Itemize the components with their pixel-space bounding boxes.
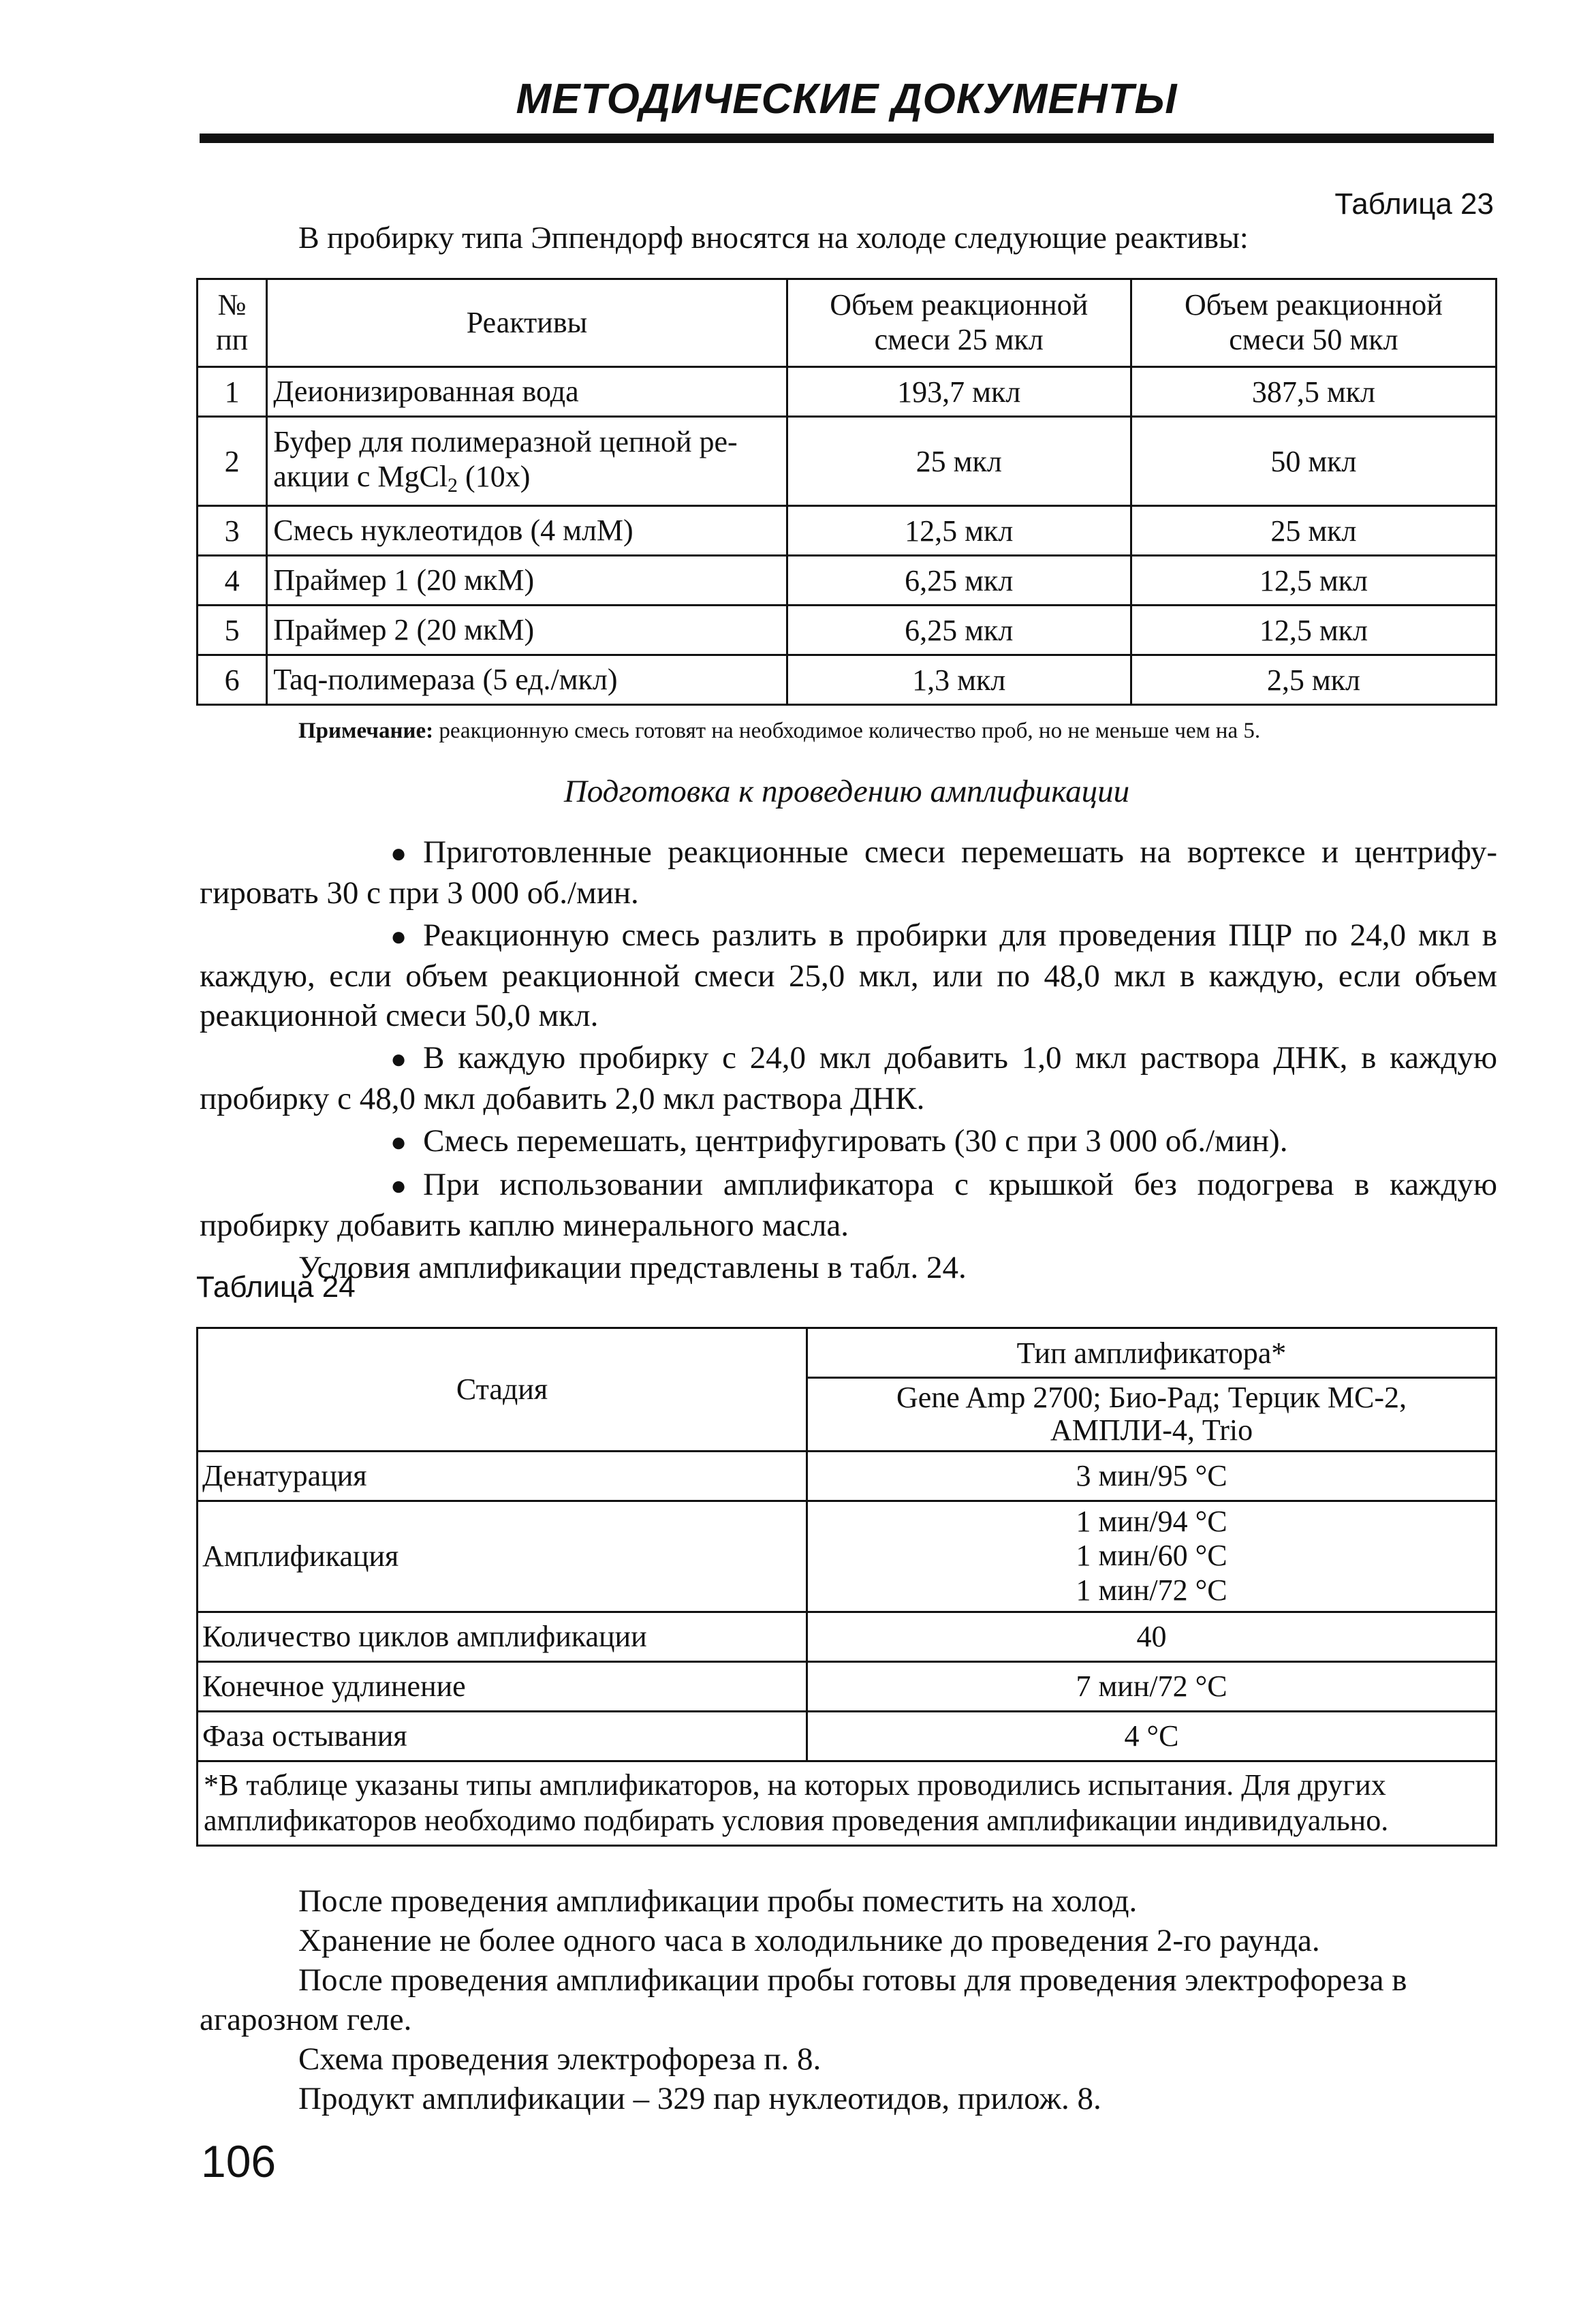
table-row: [198, 417, 1497, 506]
table-row: [198, 556, 1497, 606]
table-23-label: Таблица 23: [1334, 187, 1494, 221]
footnote-line2: амплификаторов необходимо подбирать условия проведения амплификации индивидуально.: [204, 1804, 1389, 1838]
row-reagent-line1: Буфер для полимеразной цепной ре-: [273, 424, 738, 458]
row-value: 7 мин/72 °С: [807, 1661, 1497, 1711]
procedure-text: [200, 832, 1497, 1290]
header-vol25: [787, 279, 1131, 367]
page-number: 106: [201, 2136, 277, 2186]
row-v25: 25 мкл: [787, 417, 1131, 506]
table-footnote: [198, 1761, 1497, 1846]
bullet-icon: ●: [390, 921, 407, 952]
post-amplification-text: [200, 1881, 1497, 2118]
header-rule: [200, 134, 1494, 143]
table-header-row: [198, 1328, 1497, 1378]
note-text: реакционную смесь готовят на необходимое количество проб, но не меньше чем на 5.: [433, 719, 1261, 743]
row-reagent-line2a: акции с MgCl: [273, 459, 448, 493]
table-row: [198, 655, 1497, 705]
header-vol25-line1: Объем реакционной: [830, 288, 1089, 322]
table-header-row: [198, 279, 1497, 367]
table-row: [198, 1501, 1497, 1612]
bullet-text: Приготовленные реакционные смеси перемешать на вортексе и центрифу-гировать 30 с при 3 000 об./мин.: [200, 834, 1497, 911]
header-stage: Стадия: [198, 1328, 807, 1452]
table-row: [198, 1451, 1497, 1501]
row-reagent-line2b: (10х): [458, 459, 531, 493]
row-reagent: [267, 417, 787, 506]
row-value-line3: 1 мин/72 °С: [1076, 1573, 1227, 1607]
header-num-line1: №: [217, 288, 247, 322]
note-label: Примечание:: [298, 719, 434, 743]
paragraph: После проведения амплификации пробы готовы для проведения электрофореза в агарозном геле.: [200, 1962, 1407, 2037]
row-stage: Количество циклов амплификации: [198, 1612, 807, 1661]
row-value: 3 мин/95 °С: [807, 1451, 1497, 1501]
row-v50: 2,5 мкл: [1131, 655, 1496, 705]
paragraph: Схема проведения электрофореза п. 8.: [298, 2041, 822, 2077]
row-num: 6: [198, 655, 267, 705]
row-v50: 12,5 мкл: [1131, 556, 1496, 606]
row-stage: Амплификация: [198, 1501, 807, 1612]
header-vol25-line2: смеси 25 мкл: [874, 323, 1044, 356]
table-24-label: Таблица 24: [196, 1270, 356, 1304]
table-row: [198, 367, 1497, 417]
header-num-line2: пп: [216, 323, 249, 356]
header-num: [198, 279, 267, 367]
row-v50: 25 мкл: [1131, 506, 1496, 556]
footnote-line1: *В таблице указаны типы амплификаторов, на которых проводились испытания. Для других: [204, 1768, 1386, 1802]
table-row: [198, 1612, 1497, 1661]
header-vol50-line2: смеси 50 мкл: [1229, 323, 1398, 356]
header-amplifier-models: [807, 1378, 1497, 1452]
row-reagent: Праймер 2 (20 мкМ): [267, 606, 787, 655]
row-reagent: Деионизированная вода: [267, 367, 787, 417]
list-item: [200, 915, 1497, 1035]
row-reagent: Taq-полимераза (5 ед./мкл): [267, 655, 787, 705]
row-num: 1: [198, 367, 267, 417]
row-stage: Фаза остывания: [198, 1711, 807, 1761]
row-stage: Денатурация: [198, 1451, 807, 1501]
list-item: [200, 1038, 1497, 1118]
row-value-line2: 1 мин/60 °С: [1076, 1539, 1227, 1573]
bullet-text: Реакционную смесь разлить в пробирки для проведения ПЦР по 24,0 мкл в каждую, если объем реакционной смеси 25,0 мкл, или по 48,0 мкл в каждую, если объем реакционной смеси 50,0 мкл.: [200, 918, 1497, 1033]
models-line1: Gene Amp 2700; Био-Рад; Терцик МС-2,: [896, 1381, 1407, 1414]
table-row: [198, 506, 1497, 556]
bullet-icon: ●: [390, 1044, 407, 1074]
header-vol50: [1131, 279, 1496, 367]
row-v25: 193,7 мкл: [787, 367, 1131, 417]
running-header: МЕТОДИЧЕСКИЕ ДОКУМЕНТЫ: [516, 76, 1178, 123]
table-23-note: [298, 719, 1260, 744]
table-row: [198, 1711, 1497, 1761]
list-item: [200, 1121, 1497, 1162]
row-value: [807, 1501, 1497, 1612]
row-v50: 387,5 мкл: [1131, 367, 1496, 417]
bullet-text: В каждую пробирку с 24,0 мкл добавить 1,0 мкл раствора ДНК, в каждую пробирку с 48,0 мкл добавить 2,0 мкл раствора ДНК.: [200, 1040, 1497, 1116]
paragraph: Продукт амплификации – 329 пар нуклеотидов, прилож. 8.: [298, 2081, 1101, 2116]
header-amplifier-type: Тип амплификатора*: [807, 1328, 1497, 1378]
row-num: 4: [198, 556, 267, 606]
row-num: 3: [198, 506, 267, 556]
row-value-line1: 1 мин/94 °С: [1076, 1504, 1227, 1538]
row-num: 2: [198, 417, 267, 506]
row-reagent: Праймер 1 (20 мкМ): [267, 556, 787, 606]
bullet-icon: ●: [390, 1127, 407, 1157]
header-reagent: Реактивы: [267, 279, 787, 367]
row-value: 40: [807, 1612, 1497, 1661]
list-item: [200, 1165, 1497, 1245]
bullet-text: При использовании амплификатора с крышкой без подогрева в каждую пробирку добавить каплю минерального масла.: [200, 1167, 1497, 1243]
table-footnote-row: [198, 1761, 1497, 1846]
paragraph: Хранение не более одного часа в холодильнике до проведения 2-го раунда.: [298, 1923, 1320, 1958]
table-row: [198, 606, 1497, 655]
header-vol50-line1: Объем реакционной: [1184, 288, 1443, 322]
models-line2: АМПЛИ-4, Trio: [1050, 1413, 1253, 1447]
row-v50: 12,5 мкл: [1131, 606, 1496, 655]
list-item: [200, 832, 1497, 913]
table-row: [198, 1661, 1497, 1711]
row-reagent-subscript: 2: [448, 473, 458, 497]
row-v25: 1,3 мкл: [787, 655, 1131, 705]
row-num: 5: [198, 606, 267, 655]
row-reagent: Смесь нуклеотидов (4 млМ): [267, 506, 787, 556]
bullet-text: Смесь перемешать, центрифугировать (30 с при 3 000 об./мин).: [423, 1123, 1288, 1159]
row-v25: 12,5 мкл: [787, 506, 1131, 556]
amplification-table: [196, 1327, 1497, 1847]
reagents-table: [196, 278, 1497, 706]
conditions-line: Условия амплификации представлены в табл. 24.: [298, 1250, 967, 1285]
bullet-icon: ●: [390, 838, 407, 868]
table-23-intro: В пробирку типа Эппендорф вносятся на холоде следующие реактивы:: [298, 220, 1249, 255]
bullet-icon: ●: [390, 1170, 407, 1201]
row-value: 4 °С: [807, 1711, 1497, 1761]
row-v25: 6,25 мкл: [787, 606, 1131, 655]
row-v50: 50 мкл: [1131, 417, 1496, 506]
paragraph: После проведения амплификации пробы поместить на холод.: [298, 1883, 1138, 1919]
section-heading: Подготовка к проведению амплификации: [563, 774, 1130, 809]
row-stage: Конечное удлинение: [198, 1661, 807, 1711]
row-v25: 6,25 мкл: [787, 556, 1131, 606]
